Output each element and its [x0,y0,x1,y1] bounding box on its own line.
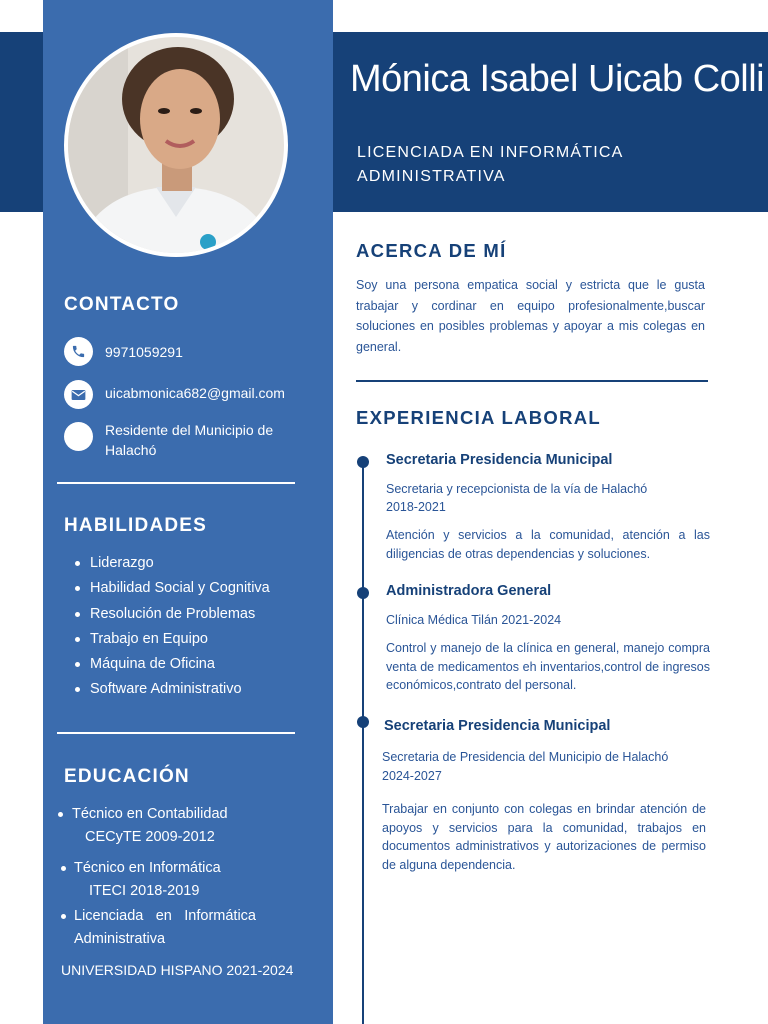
skill-item: Resolución de Problemas [72,604,270,629]
skills-list [72,553,270,705]
sidebar-divider [57,482,295,484]
full-name: Mónica Isabel Uicab Colli [350,58,765,100]
mail-icon [64,380,93,409]
education-school: CECyTE 2009-2012 [85,829,215,845]
contact-heading: CONTACTO [64,294,180,315]
skills-heading: HABILIDADES [64,515,208,536]
timeline-line [362,461,364,1024]
skill-item: Máquina de Oficina [72,654,270,679]
phone-icon [64,337,93,366]
job-role: Clínica Médica Tilán 2021-2024 [386,613,562,627]
job-dates: 2024-2027 [382,769,442,783]
job-title: Secretaria Presidencia Municipal [384,718,611,734]
bullet-dot [61,914,66,919]
timeline-dot [357,716,369,728]
job-title: Administradora General [386,583,552,599]
bullet-dot [61,866,66,871]
skill-item: Habilidad Social y Cognitiva [72,578,270,603]
experience-heading: EXPERIENCIA LABORAL [356,407,602,428]
about-text: Soy una persona empatica social y estricta que le gusta trabajar y cordinar en equipo profesionalmente,buscar soluciones en posibles problemas y apoyar a mis colegas en general. [356,278,705,354]
skill-item: Trabajo en Equipo [72,629,270,654]
about-heading: ACERCA DE MÍ [356,240,507,261]
job-role: Secretaria de Presidencia del Municipio de Halachó [382,750,669,764]
skill-item: Liderazgo [72,553,270,578]
job-dates: 2018-2021 [386,500,446,514]
timeline-dot [357,587,369,599]
skill-item: Software Administrativo [72,679,270,704]
email-address[interactable]: uicabmonica682@gmail.com [105,385,285,401]
education-degree: Técnico en Informática [74,860,221,876]
bullet-dot [58,812,63,817]
job-role: Secretaria y recepcionista de la vía de Halachó [386,482,648,496]
education-degree-continued: Administrativa [74,931,166,947]
job-description: Control y manejo de la clínica en general, manejo compra venta de medicamentos eh inventarios,control de ingresos económicos,contrato del personal. [386,641,710,692]
phone-number[interactable]: 9971059291 [105,344,183,360]
profile-photo [68,37,284,253]
job-title: Secretaria Presidencia Municipal [386,452,613,468]
professional-title: LICENCIADA EN INFORMÁTICA ADMINISTRATIVA [357,144,623,185]
contact-address [64,422,305,460]
section-divider [356,380,708,382]
education-school: UNIVERSIDAD HISPANO 2021-2024 [61,962,294,978]
address-text: Residente del Municipio de Halachó [105,422,274,458]
education-degree: Licenciada en Informática [74,908,256,924]
education-school: ITECI 2018-2019 [89,883,200,899]
location-icon [64,422,93,451]
timeline-dot [357,456,369,468]
job-description: Trabajar en conjunto con colegas en brindar atención de apoyos y servicios para la comunidad, trabajos en documentos administrativos y autorizaciones de permiso de alguna dependencia. [382,802,706,872]
job-description: Atención y servicios a la comunidad, atención a las diligencias de otras dependencias y soluciones. [386,528,710,561]
sidebar-divider [57,732,295,734]
contact-email [64,380,295,409]
education-heading: EDUCACIÓN [64,766,190,787]
contact-phone [64,337,295,366]
education-degree: Técnico en Contabilidad [72,806,228,822]
